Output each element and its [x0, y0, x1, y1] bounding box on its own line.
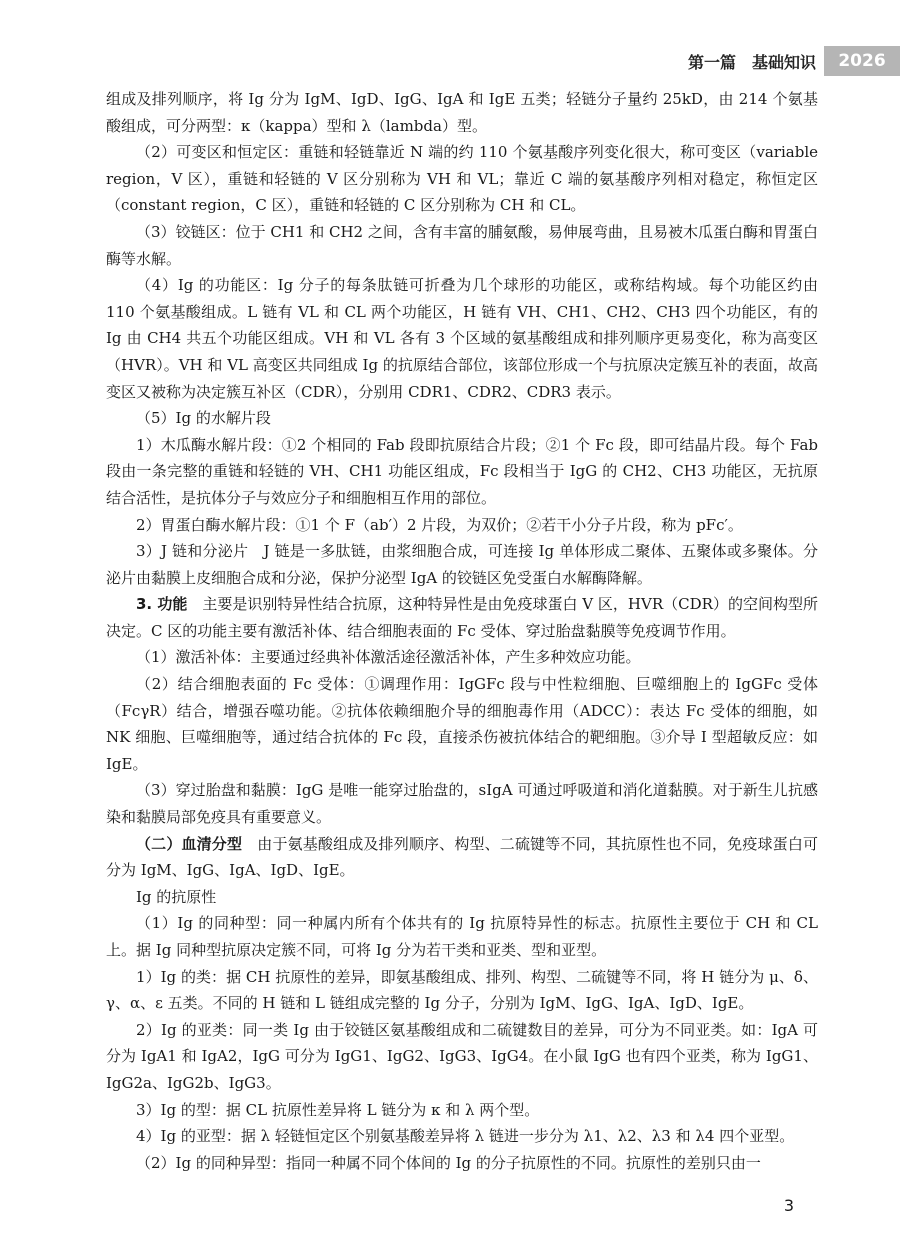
- paragraph: （3）穿过胎盘和黏膜：IgG 是唯一能穿过胎盘的，sIgA 可通过呼吸道和消化道黏膜。对于新生儿抗感染和黏膜局部免疫具有重要意义。: [106, 781, 818, 827]
- section-title: 第一篇 基础知识: [687, 53, 816, 72]
- paragraph: （1）Ig 的同种型：同一种属内所有个体共有的 Ig 抗原特异性的标志。抗原性主要位于 CH 和 CL 上。据 Ig 同种型抗原决定簇不同，可将 Ig 分为若干类和亚类、型和亚型。: [106, 914, 818, 959]
- heading-function: 3. 功能: [136, 595, 188, 614]
- paragraph: （2）Ig 的同种异型：指同一种属不同个体间的 Ig 的分子抗原性的不同。抗原性的差别只由一: [136, 1153, 761, 1172]
- paragraph: （1）激活补体：主要通过经典补体激活途径激活补体，产生多种效应功能。: [136, 648, 641, 667]
- subheading: Ig 的抗原性: [136, 887, 217, 906]
- document-body: [106, 86, 818, 1176]
- paragraph: [106, 831, 818, 884]
- paragraph: 1）Ig 的类：据 CH 抗原性的差异，即氨基酸组成、排列、构型、二硫键等不同，将 H 链分为 μ、δ、γ、α、ε 五类。不同的 H 链和 L 链组成完整的 Ig 分子，分别为 IgM、IgG、IgA、IgD、IgE。: [106, 967, 818, 1013]
- paragraph: 4）Ig 的亚型：据 λ 轻链恒定区个别氨基酸差异将 λ 链进一步分为 λ1、λ2、λ3 和 λ4 四个亚型。: [136, 1127, 795, 1146]
- page-number: 3: [783, 1196, 794, 1215]
- paragraph: 组成及排列顺序，将 Ig 分为 IgM、IgD、IgG、IgA 和 IgE 五类；轻链分子量约 25kD，由 214 个氨基酸组成，可分两型：κ（kappa）型和 λ（lambda）型。: [106, 90, 818, 135]
- paragraph: （2）可变区和恒定区：重链和轻链靠近 N 端的约 110 个氨基酸序列变化很大，称可变区（variable region，V 区），重链和轻链的 V 区分别称为 VH 和 VL；靠近 C 端的氨基酸序列相对稳定，称恒定区（constant region，C 区），重链和轻链的 C 区分别称为 CH 和 CL。: [106, 143, 818, 215]
- year-badge: 2026: [824, 46, 900, 76]
- paragraph: （2）结合细胞表面的 Fc 受体：①调理作用：IgGFc 段与中性粒细胞、巨噬细胞上的 IgGFc 受体（FcγR）结合，增强吞噬功能。②抗体依赖细胞介导的细胞毒作用（ADCC）：表达 Fc 受体的细胞，如 NK 细胞、巨噬细胞等，通过结合抗体的 Fc 段，直接杀伤被抗体结合的靶细胞。③介导 I 型超敏反应：如 IgE。: [106, 675, 818, 773]
- paragraph: 2）Ig 的亚类：同一类 Ig 由于铰链区氨基酸组成和二硫键数目的差异，可分为不同亚类。如：IgA 可分为 IgA1 和 IgA2，IgG 可分为 IgG1、IgG2、IgG3、IgG4。在小鼠 IgG 也有四个亚类，称为 IgG1、IgG2a、IgG2b、IgG3。: [106, 1020, 818, 1092]
- page-header: [0, 46, 900, 78]
- paragraph-text: 主要是识别特异性结合抗原，这种特异性是由免疫球蛋白 V 区，HVR（CDR）的空间构型所决定。C 区的功能主要有激活补体、结合细胞表面的 Fc 受体、穿过胎盘黏膜等免疫调节作用。: [106, 595, 818, 640]
- paragraph-text: 由于氨基酸组成及排列顺序、构型、二硫键等不同，其抗原性也不同，免疫球蛋白可分为 IgM、IgG、IgA、IgD、IgE。: [106, 834, 818, 880]
- heading-serum-typing: （二）血清分型: [136, 834, 243, 853]
- paragraph: 1）木瓜酶水解片段：①2 个相同的 Fab 段即抗原结合片段；②1 个 Fc 段，即可结晶片段。每个 Fab 段由一条完整的重链和轻链的 VH、CH1 功能区组成，Fc 段相当于 IgG 的 CH2、CH3 功能区，无抗原结合活性，是抗体分子与效应分子和细胞相互作用的部位。: [106, 435, 818, 507]
- paragraph: 3）Ig 的型：据 CL 抗原性差异将 L 链分为 κ 和 λ 两个型。: [136, 1100, 540, 1119]
- paragraph: （3）铰链区：位于 CH1 和 CH2 之间，含有丰富的脯氨酸，易伸展弯曲，且易被木瓜蛋白酶和胃蛋白酶等水解。: [106, 222, 818, 268]
- subheading: （5）Ig 的水解片段: [136, 409, 271, 428]
- paragraph: （4）Ig 的功能区：Ig 分子的每条肽链可折叠为几个球形的功能区，或称结构域。每个功能区约由 110 个氨基酸组成。L 链有 VL 和 CL 两个功能区，H 链有 VH、CH1、CH2、CH3 四个功能区，有的 Ig 由 CH4 共五个功能区组成。VH 和 VL 各有 3 个区域的氨基酸组成和排列顺序更易变化，称为高变区（HVR）。VH 和 VL 高变区共同组成 Ig 的抗原结合部位，该部位形成一个与抗原决定簇互补的表面，故高变区又被称为决定簇互补区（CDR），分别用 CDR1、CDR2、CDR3 表示。: [106, 276, 818, 401]
- paragraph: 2）胃蛋白酶水解片段：①1 个 F（ab′）2 片段，为双价；②若干小分子片段，称为 pFc′。: [136, 515, 743, 534]
- paragraph: 3）J 链和分泌片 J 链是一多肽链，由浆细胞合成，可连接 Ig 单体形成二聚体、五聚体或多聚体。分泌片由黏膜上皮细胞合成和分泌，保护分泌型 IgA 的铰链区免受蛋白水解酶降解。: [106, 542, 818, 587]
- paragraph: [106, 591, 818, 644]
